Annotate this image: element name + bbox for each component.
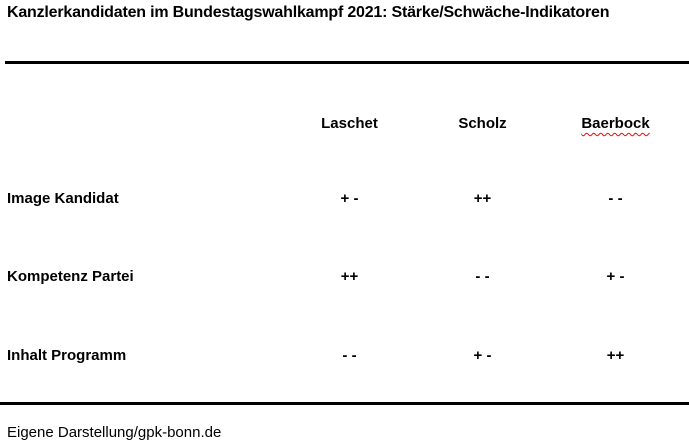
column-header-laschet: Laschet xyxy=(321,115,378,132)
figure-title: Kanzlerkandidaten im Bundestagswahlkampf 2021: Stärke/Schwäche-Indikatoren xyxy=(7,4,610,21)
row-label: Kompetenz Partei xyxy=(7,268,134,285)
cell-kompetenz-scholz: - - xyxy=(475,268,490,285)
top-divider xyxy=(5,61,689,64)
table-header-row xyxy=(7,116,682,132)
table-row-kompetenz-partei xyxy=(7,269,682,285)
cell-image-scholz: ++ xyxy=(473,190,492,207)
cell-image-baerbock: - - xyxy=(608,190,623,207)
cell-image-laschet: + - xyxy=(340,190,359,207)
cell-inhalt-scholz: + - xyxy=(473,347,492,364)
cell-kompetenz-laschet: ++ xyxy=(340,268,359,285)
spellcheck-underlined-text: Baerbock xyxy=(581,115,650,132)
cell-inhalt-baerbock: ++ xyxy=(606,347,625,364)
column-header-scholz: Scholz xyxy=(458,115,507,132)
cell-inhalt-laschet: - - xyxy=(342,347,357,364)
source-caption: Eigene Darstellung/gpk-bonn.de xyxy=(7,424,222,441)
row-label: Image Kandidat xyxy=(7,190,119,207)
bottom-divider xyxy=(0,402,689,405)
cell-kompetenz-baerbock: + - xyxy=(606,268,625,285)
table-row-inhalt-programm xyxy=(7,348,682,364)
row-label-header-spacer xyxy=(7,116,283,132)
table-row-image-kandidat xyxy=(7,191,682,207)
row-label: Inhalt Programm xyxy=(7,347,127,364)
column-header-baerbock xyxy=(549,116,682,132)
